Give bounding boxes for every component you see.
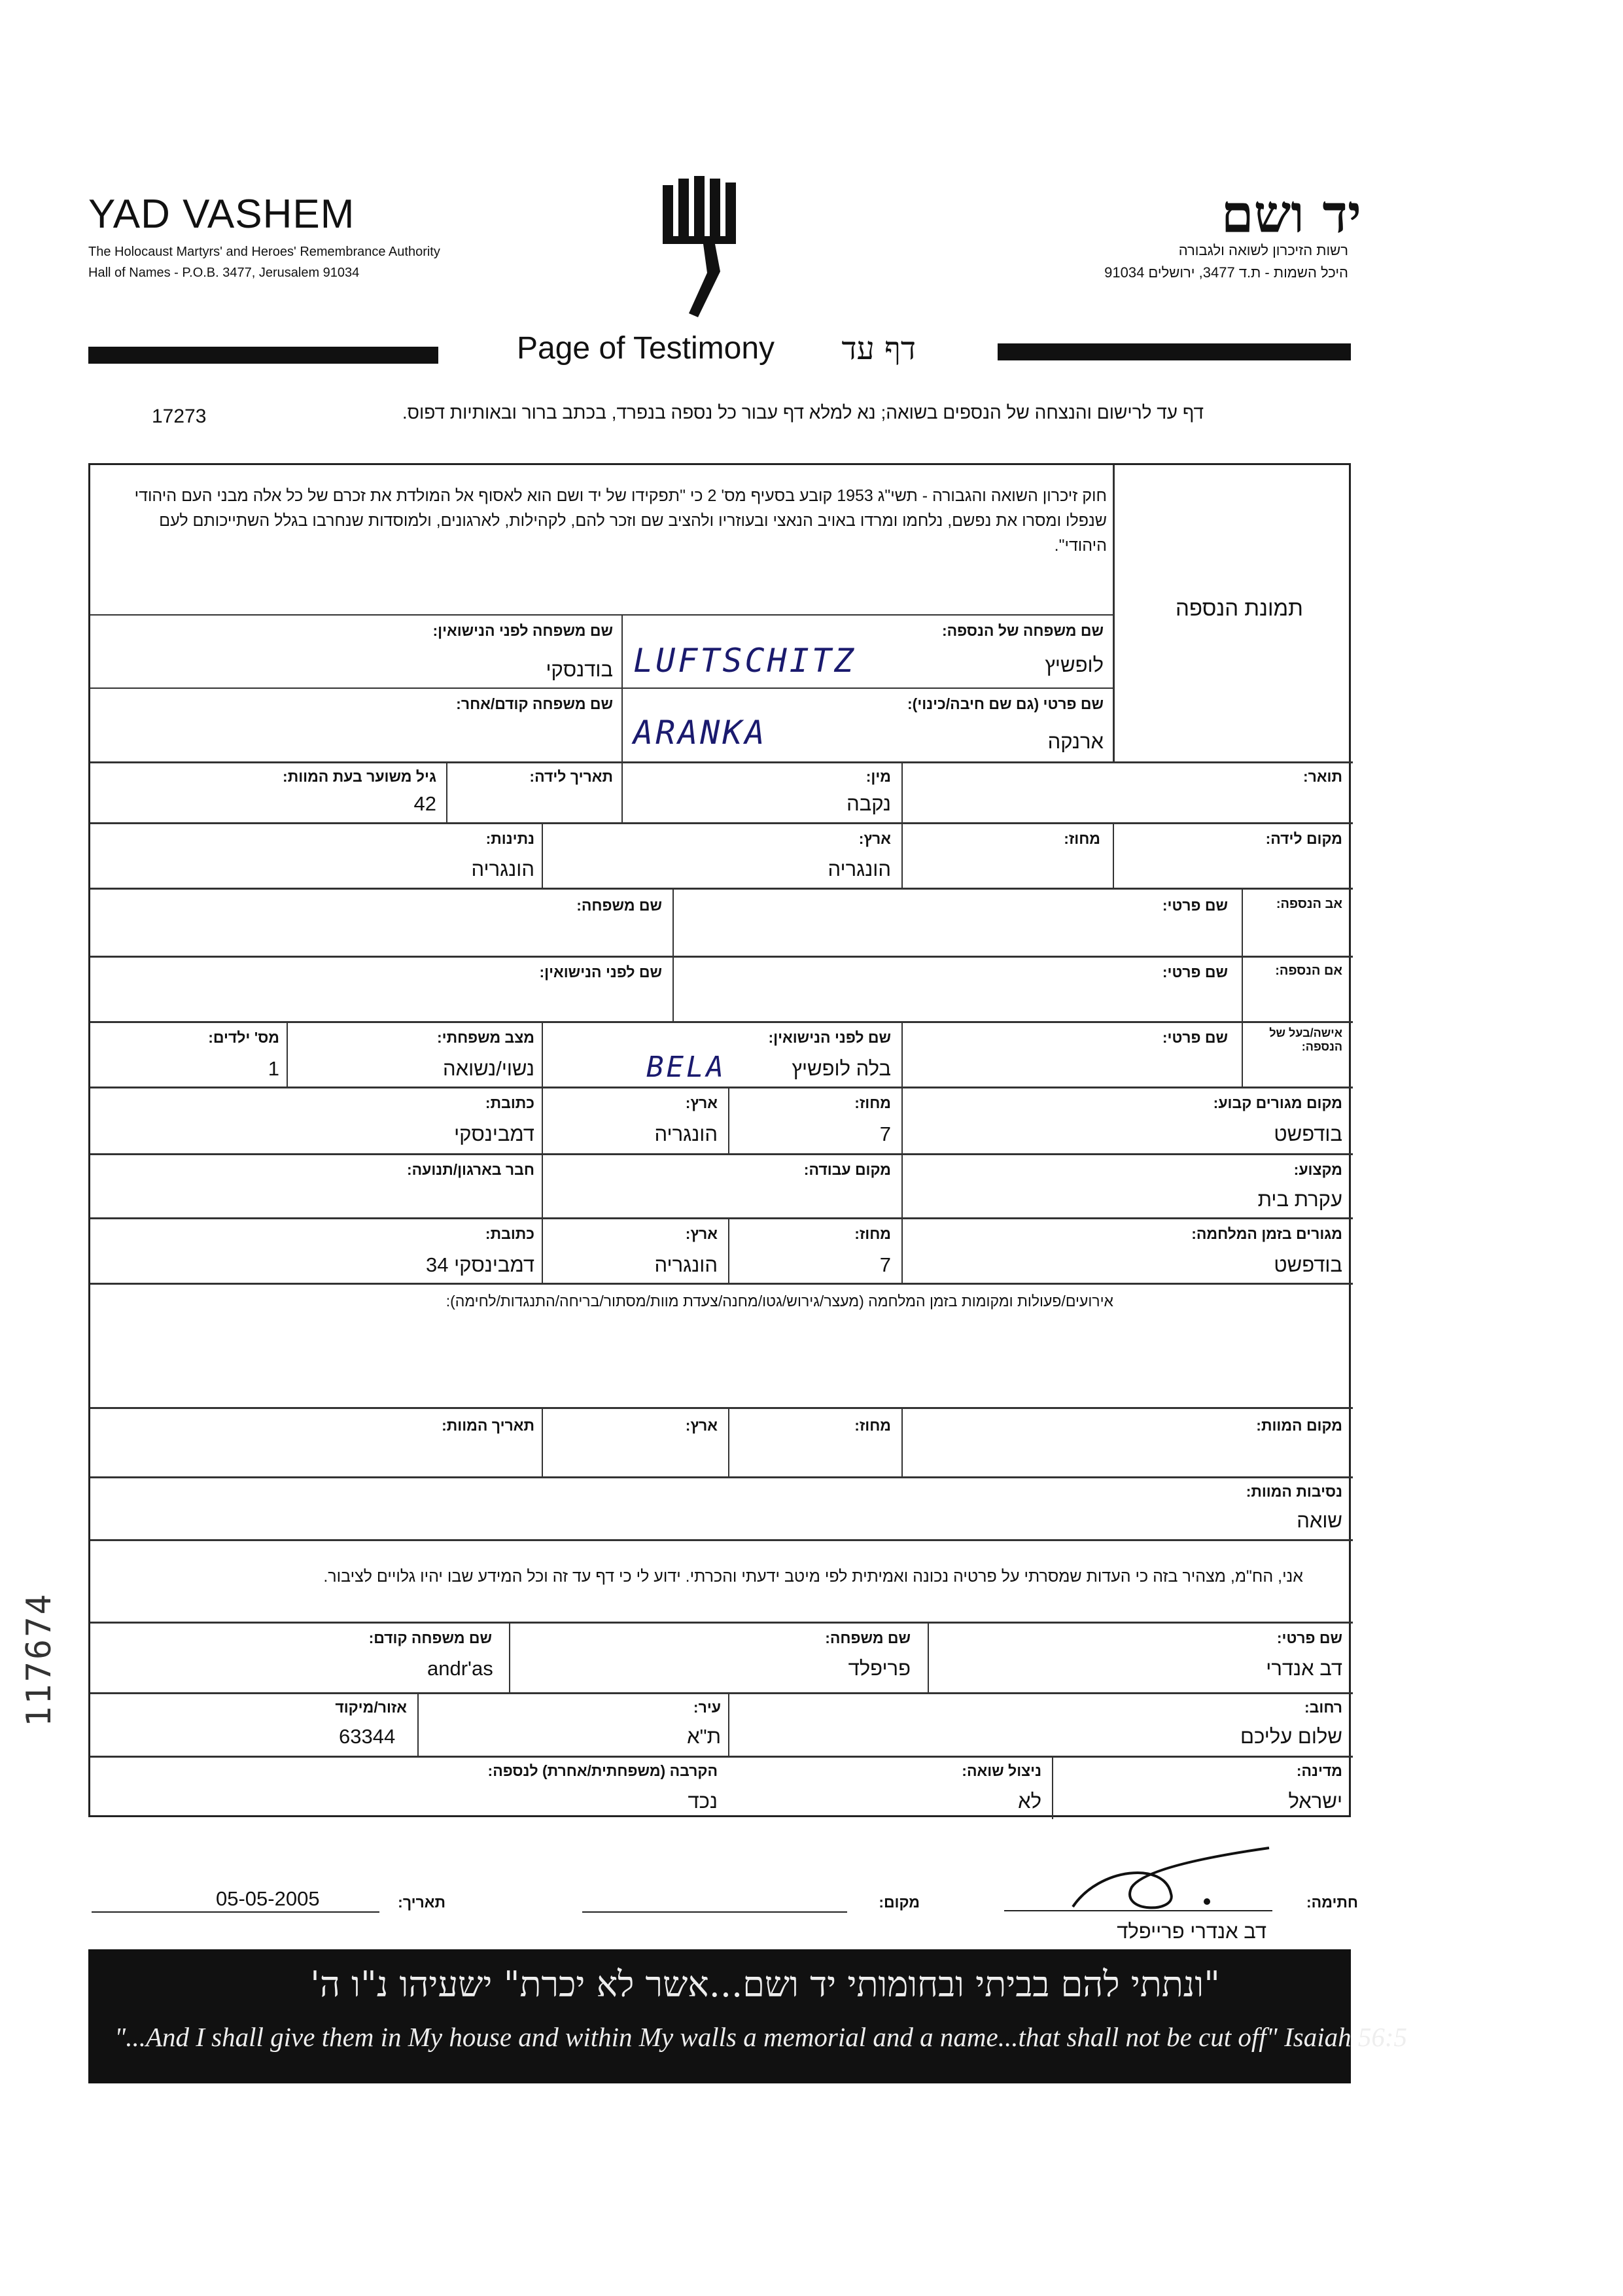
father-label: אב הנספה: xyxy=(1276,897,1342,911)
maiden-name[interactable]: בודנסקי xyxy=(546,658,613,681)
victim-first-name-label: שם פרטי (גם שם חיבה/כינוי): xyxy=(907,695,1104,712)
footer-hebrew-quote: "ונתתי להם בביתי ובחומותי יד ושם...אשר לא יכרת" ישעיהו נ"ו ה' xyxy=(310,1964,1220,2005)
record-number: 17273 xyxy=(152,406,207,427)
law-text: חוק זיכרון השואה והגבורה - תשי"ג 1953 קובע בסעיף מס' 2 כי "תפקידו של יד ושם הוא לאסוף אל המולדת את זכרם של כל אלה מבני העם היהודי שנפלו ומסרו את נפשם, נלחמו ומרדו באויב הנאצי ובעוזריו ולהציב שם וזכר להם, לקהילות, לארגונים, ולמוסדות שנחרבו בגלל השתייכותם לעם היהודי". xyxy=(134,487,1107,555)
testimony-form xyxy=(88,463,1351,1817)
page-title-hebrew: דף עד xyxy=(841,330,916,367)
footer-english-quote: "...And I shall give them in My house and within My walls a memorial and a name...that shall not be cut off" Isaiah 56:5 xyxy=(114,2022,1408,2052)
mother-maiden-label: שם לפני הנישואין: xyxy=(539,964,662,981)
profession[interactable]: עקרת בית xyxy=(1257,1188,1342,1211)
father-first-name-label: שם פרטי: xyxy=(1162,897,1228,914)
header-bar-left xyxy=(88,347,438,364)
margin-record-number: 117674 xyxy=(20,1592,59,1727)
residence-district-label: מחוז: xyxy=(854,1094,891,1111)
maiden-name-label: שם משפחה לפני הנישואין: xyxy=(432,622,613,639)
wartime-district-label: מחוז: xyxy=(854,1225,891,1242)
death-circumstances-label: נסיבות המוות: xyxy=(1246,1483,1342,1500)
children-label: מס' ילדים: xyxy=(208,1029,279,1046)
org-subtitle-english-2: Hall of Names - P.O.B. 3477, Jerusalem 91034 xyxy=(88,266,360,280)
residence-label: מקום מגורים קבוע: xyxy=(1213,1094,1342,1111)
father-surname-label: שם משפחה: xyxy=(576,897,662,914)
relation-label: הקרבה (משפחתית/אחרת) לנספה: xyxy=(487,1762,718,1779)
country-value[interactable]: ישראל xyxy=(1288,1790,1342,1813)
victim-first-name[interactable]: ארנקה xyxy=(1047,730,1104,753)
birth-country[interactable]: הונגריה xyxy=(828,858,891,880)
spouse-label: אישה/בעל של הנספה: xyxy=(1269,1026,1342,1053)
signature-scribble-icon xyxy=(1060,1841,1282,1920)
birth-district-label: מחוז: xyxy=(1064,830,1100,847)
country-label: מדינה: xyxy=(1296,1762,1342,1779)
title-label: תואר: xyxy=(1302,768,1342,785)
wartime-country-label: ארץ: xyxy=(685,1225,718,1242)
wartime-district[interactable]: 7 xyxy=(879,1253,891,1276)
sex-label: מין: xyxy=(865,768,891,785)
residence-country[interactable]: הונגריה xyxy=(654,1122,718,1145)
page-title-english: Page of Testimony xyxy=(517,331,775,366)
nationality[interactable]: הונגריה xyxy=(471,858,534,880)
street-label: רחוב: xyxy=(1304,1699,1342,1716)
nationality-label: נתינות: xyxy=(485,830,534,847)
birthplace-label: מקום לידה: xyxy=(1265,830,1342,847)
wartime-residence-label: מגורים בזמן המלחמה: xyxy=(1191,1225,1342,1242)
death-circumstances[interactable]: שואה xyxy=(1297,1509,1342,1532)
mother-first-name-label: שם פרטי: xyxy=(1162,964,1228,981)
wartime-events-label: אירועים/פעולות ומקומות בזמן המלחמה (מעצר/גירוש/גטו/מחנה/צעדת מוות/מסתור/בריחה/התנגדות/לחימה): xyxy=(445,1293,1113,1310)
org-name-hebrew: יד ושם xyxy=(1221,183,1361,245)
birth-country-label: ארץ: xyxy=(858,830,891,847)
residence-address-label: כתובת: xyxy=(485,1094,534,1111)
marital-status[interactable]: נשוי/נשואה xyxy=(442,1057,534,1080)
residence-district[interactable]: 7 xyxy=(879,1122,891,1145)
victim-first-name-latin[interactable]: ARANKA xyxy=(633,714,767,752)
date-label: תאריך: xyxy=(398,1894,445,1911)
org-subtitle-hebrew-1: רשות הזיכרון לשואה ולגבורה xyxy=(1178,242,1348,258)
submitter-surname[interactable]: פריפלד xyxy=(848,1657,911,1680)
wartime-address-label: כתובת: xyxy=(485,1225,534,1242)
organization-label: חבר בארגון/תנועה: xyxy=(406,1161,534,1178)
death-place-label: מקום המוות: xyxy=(1256,1417,1342,1434)
spouse-name[interactable]: בלה לופשיץ xyxy=(792,1057,891,1080)
victim-surname-latin[interactable]: LUFTSCHITZ xyxy=(633,642,857,680)
death-country-label: ארץ: xyxy=(685,1417,718,1434)
spouse-maiden-label: שם לפני הנישואין: xyxy=(768,1029,891,1046)
org-name-english: YAD VASHEM xyxy=(88,192,355,237)
city-label: עיר: xyxy=(693,1699,721,1716)
spouse-first-name-label: שם פרטי: xyxy=(1162,1029,1228,1046)
submitter-surname-label: שם משפחה: xyxy=(825,1629,911,1646)
spouse-name-latin[interactable]: BELA xyxy=(646,1051,726,1084)
instructions-text: דף עד לרישום והנצחה של הנספים בשואה; נא למלא דף עבור כל נספה בנפרד, בכתב ברור ובאותיות דפוס. xyxy=(402,402,1204,423)
mother-label: אם הנספה: xyxy=(1275,964,1342,978)
age-value[interactable]: 42 xyxy=(413,792,436,815)
victim-surname-label: שם משפחה של הנספה: xyxy=(941,622,1104,639)
residence-address[interactable]: דמבינסקי xyxy=(454,1122,534,1145)
residence-country-label: ארץ: xyxy=(685,1094,718,1111)
photo-label: תמונת הנספה xyxy=(1176,596,1303,620)
zip-label: אזור/מיקוד xyxy=(335,1699,407,1716)
yad-vashem-logo-icon xyxy=(657,173,749,330)
victim-surname[interactable]: לופשיץ xyxy=(1045,653,1104,676)
previous-surname-label: שם משפחה קודם/אחר: xyxy=(456,695,613,712)
submitter-prev-surname-label: שם משפחה קודם: xyxy=(368,1629,492,1646)
wartime-address[interactable]: דמבינסקי 34 xyxy=(426,1253,534,1276)
submitter-first-name-label: שם פרטי: xyxy=(1276,1629,1342,1646)
street-value[interactable]: שלום עליכם xyxy=(1240,1725,1342,1748)
relation-value[interactable]: נכד xyxy=(688,1790,718,1813)
signature-date[interactable]: 05-05-2005 xyxy=(216,1887,320,1910)
place-label: מקום: xyxy=(879,1894,920,1911)
org-subtitle-english-1: The Holocaust Martyrs' and Heroes' Remembrance Authority xyxy=(88,245,440,259)
declaration-text: אני, הח"מ, מצהיר בזה כי העדות שמסרתי על פרטיה נכונה ואמיתית לפי מיטב ידעתי והכרתי. ידוע לי כי דף עד זה וכל המידע שבו יהיו גלויים לציבור. xyxy=(323,1567,1303,1586)
city-value[interactable]: ת"א xyxy=(687,1725,721,1748)
death-date-label: תאריך המוות: xyxy=(442,1417,534,1434)
birth-date-label: תאריך לידה: xyxy=(529,768,613,785)
sex-value[interactable]: נקבה xyxy=(846,792,891,815)
workplace-label: מקום עבודה: xyxy=(803,1161,891,1178)
submitter-prev-surname[interactable]: andr'as xyxy=(427,1657,493,1680)
survivor-value[interactable]: לא xyxy=(1018,1790,1041,1813)
survivor-label: ניצול שואה: xyxy=(962,1762,1041,1779)
marital-status-label: מצב משפחתי: xyxy=(436,1029,534,1046)
death-district-label: מחוז: xyxy=(854,1417,891,1434)
signature-label: חתימה: xyxy=(1306,1894,1358,1911)
org-subtitle-hebrew-2: היכל השמות - ת.ד 3477, ירושלים 91034 xyxy=(1104,264,1348,281)
age-label: גיל משוער בעת המוות: xyxy=(283,768,436,785)
children-count[interactable]: 1 xyxy=(268,1057,279,1080)
submitter-first-name[interactable]: דב אנדרי xyxy=(1266,1657,1342,1680)
wartime-city[interactable]: בודפשט xyxy=(1274,1253,1342,1276)
header-bar-right xyxy=(998,343,1351,360)
residence-city[interactable]: בודפשט xyxy=(1274,1122,1342,1145)
profession-label: מקצוע: xyxy=(1293,1161,1342,1178)
signatory-name: דב אנדרי פרייפלד xyxy=(1117,1920,1266,1943)
zip-value[interactable]: 63344 xyxy=(339,1725,396,1748)
footer-banner xyxy=(88,1949,1408,2083)
wartime-country[interactable]: הונגריה xyxy=(654,1253,718,1276)
